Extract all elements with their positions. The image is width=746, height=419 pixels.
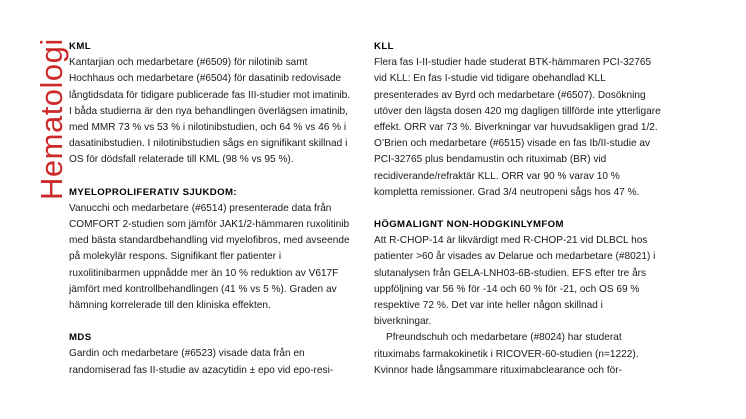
heading-non-hodgkin: HÖGMALIGNT NON-HODGKINLYMFOM — [374, 219, 564, 231]
heading-kml: KML — [69, 41, 91, 52]
section-title-vertical: Hematologi — [34, 38, 69, 200]
paragraph-mds: Gardin och medarbetare (#6523) visade data från en randomiserad fas II-studie av azacytidin ± epo vid epo-resi- — [69, 348, 334, 376]
left-column — [69, 39, 355, 379]
paragraph-kml: Kantarjian och medarbetare (#6509) för nilotinib samt Hochhaus och medarbetare (#6504) för dasatinib redovisade långtidsdata för tidigare publicerade fas III-studier mot imatinib. I båda studierna är den nya behandlingen överlägsen imatinib, med MMR 73 % vs 53 % i nilotinibstudien, och 64 % vs 46 % i dasatinibstudien. I nilotinibstudien sågs en signifikant skillnad i OS för dödsfall relaterade till KML (98 % vs 95 %). — [69, 57, 351, 166]
paragraph-myeloproliferativ: Vanucchi och medarbetare (#6514) presenterade data från COMFORT 2-studien som jämför JAK1/2-hämmaren ruxolitinib med bästa standardbehandling vid myelofibros, med avseende på molekylär respons. Signifikant fler patienter i ruxolitinibarmen uppnådde mer än 10 % reduktion av V617F jämfört med kontrollbehandlingen (41 % vs 5 %). Graden av hämning korrelerade till den kliniska effekten. — [69, 202, 350, 312]
paragraph-kll: Flera fas I-II-studier hade studerat BTK-hämmaren PCI-32765 vid KLL: En fas I-studie vid tidigare obehandlad KLL presenterades av Byrd och medarbetare (#6507). Dosökning utöver den lägsta dosen 420 mg dagligen tillförde inte ytterligare effekt. ORR var 73 %. Biverkningar var huvudsakligen grad 1/2. O’Brien och medarbetare (#6515) visade en fas Ib/II-studie av PCI-32765 plus bendamustin och rituximab (BR) vid recidiverande/refraktär KLL. ORR var 90 % varav 10 % kompletta remissioner. Grad 3/4 neutropeni sågs hos 47 %. — [374, 57, 661, 198]
paragraph-non-hodgkin-2: Pfreundschuh och medarbetare (#8024) har studerat rituximabs farmakokinetik i RICOVER-60-studien (n=1222). Kvinnor hade långsammare rituximabclearance och för- — [374, 332, 639, 376]
heading-kll: KLL — [374, 41, 394, 52]
heading-myeloproliferativ: MYELOPROLIFERATIV SJUKDOM: — [69, 186, 237, 198]
heading-mds: MDS — [69, 332, 92, 344]
paragraph-non-hodgkin-1: Att R-CHOP-14 är likvärdigt med R-CHOP-21 vid DLBCL hos patienter >60 år visades av Delarue och medarbetare (#8021) i slutanalysen från GELA-LNH03-6B-studien. EFS efter tre års uppföljning var 56 % för -14 och 60 % för -21, och OS 69 % respektive 72 %. Det var inte heller någon skillnad i biverkningar. — [374, 235, 656, 328]
right-column — [374, 39, 662, 379]
